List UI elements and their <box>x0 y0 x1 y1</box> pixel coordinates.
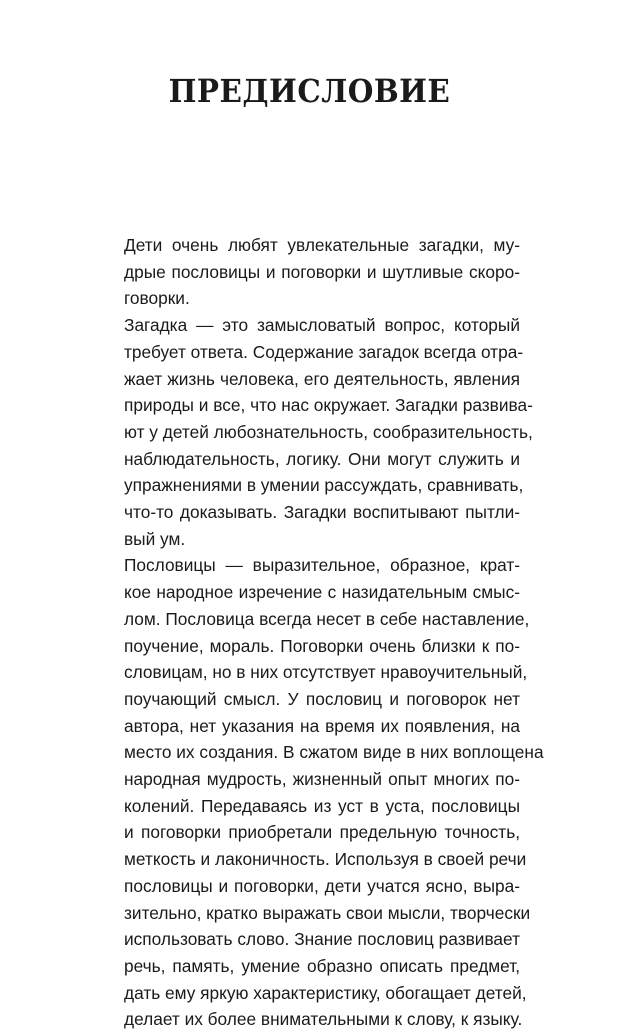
text-line: использовать слово. Знание пословиц развивает <box>124 929 520 950</box>
text-line: Пословицы — выразительное, образное, крат- <box>124 555 520 576</box>
text-line: автора, нет указания на время их появления, на <box>124 715 520 736</box>
text-line: упражнениями в умении рассуждать, сравнивать, <box>124 475 524 496</box>
text-line: кое народное изречение с назидательным смыс- <box>124 582 520 603</box>
text-line: вый ум. <box>124 528 186 549</box>
text-line: что-то доказывать. Загадки воспитывают пытли- <box>124 502 520 523</box>
text-line: дать ему яркую характеристику, обогащает детей, <box>124 982 527 1003</box>
text-line: наблюдательность, логику. Они могут служить и <box>124 448 520 469</box>
text-line: ют у детей любознательность, сообразительность, <box>124 421 533 442</box>
text-line: делает их более внимательными к слову, к языку. <box>124 1009 523 1030</box>
text-line: Загадка — это замысловатый вопрос, который <box>124 315 520 336</box>
paragraph-2 <box>102 312 533 552</box>
text-line: Дети очень любят увлекательные загадки, му- <box>124 235 520 255</box>
preface-text <box>102 232 544 1033</box>
text-line: поучение, мораль. Поговорки очень близки к по- <box>124 635 520 656</box>
text-line: жает жизнь человека, его деятельность, явления <box>124 368 520 389</box>
text-line: место их создания. В сжатом виде в них воплощена <box>124 742 544 763</box>
text-line: природы и все, что нас окружает. Загадки развива- <box>124 395 533 416</box>
paragraph-1 <box>102 232 520 312</box>
text-line: поучающий смысл. У пословиц и поговорок нет <box>124 688 520 709</box>
page-title: ПРЕДИСЛОВИЕ <box>168 72 451 110</box>
text-line: речь, память, умение образно описать предмет, <box>124 955 520 976</box>
paragraph-3 <box>102 552 544 1033</box>
text-line: пословицы и поговорки, дети учатся ясно, выра- <box>124 875 520 896</box>
text-line: лом. Пословица всегда несет в себе наставление, <box>124 608 530 629</box>
text-line: народная мудрость, жизненный опыт многих по- <box>124 769 520 790</box>
text-line: дрые пословицы и поговорки и шутливые скоро- <box>124 261 520 282</box>
text-line: и поговорки приобретали предельную точность, <box>124 822 520 843</box>
text-line: колений. Передаваясь из уст в уста, пословицы <box>124 795 520 816</box>
text-line: требует ответа. Содержание загадок всегда отра- <box>124 341 524 362</box>
text-line: зительно, кратко выражать свои мысли, творчески <box>124 902 531 923</box>
text-line: говорки. <box>124 288 190 309</box>
text-line: словицам, но в них отсутствует нравоучительный, <box>124 662 528 683</box>
text-line: меткость и лаконичность. Используя в своей речи <box>124 849 527 870</box>
